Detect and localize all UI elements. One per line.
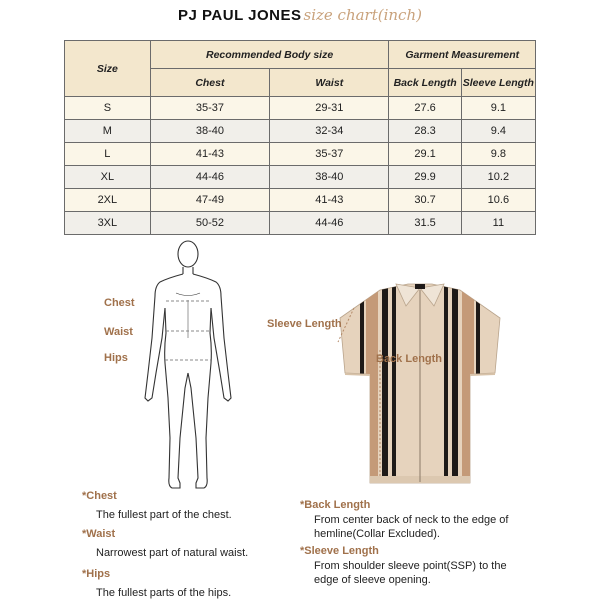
back-length-cell: 29.1 [389,143,461,166]
sleeve-length-cell: 9.4 [461,120,535,143]
chest-cell: 41-43 [150,143,269,166]
legend-waist [82,528,305,560]
asterisk-icon: * [300,499,305,511]
table-row [65,212,536,235]
table-row [65,166,536,189]
waist-cell: 38-40 [270,166,389,189]
table-row [65,189,536,212]
table-row [65,143,536,166]
size-cell: XL [65,166,151,189]
waist-cell: 44-46 [270,212,389,235]
size-cell: S [65,97,151,120]
legend-chest-head: Chest [86,490,117,502]
brand-name: PJ PAUL JONES [178,7,302,24]
size-chart-table [64,40,536,235]
back-length-cell: 27.6 [389,97,461,120]
back-length-cell: 29.9 [389,166,461,189]
hips-figure-label: Hips [104,352,128,364]
size-chart-subtitle: size chart(inch) [303,6,422,24]
legend-chest [82,490,305,522]
sleeve-length-column-header: Sleeve Length [461,69,535,97]
waist-cell: 32-34 [270,120,389,143]
chest-cell: 35-37 [150,97,269,120]
size-cell: 2XL [65,189,151,212]
legend-waist-head: Waist [86,528,116,540]
page-title [0,6,600,32]
sleeve-length-cell: 10.6 [461,189,535,212]
asterisk-icon: * [82,568,87,580]
table-row [65,97,536,120]
legend-hips-desc: The fullest parts of the hips. [96,587,232,599]
size-cell: M [65,120,151,143]
back-length-figure-label: Back Length [376,353,443,365]
waist-cell: 35-37 [270,143,389,166]
chest-figure-label: Chest [104,297,135,309]
legend-chest-desc: The fullest part of the chest. [96,509,232,521]
legend-sleeve-length [300,545,530,587]
body-size-group-header: Recommended Body size [150,41,389,69]
asterisk-icon: * [300,545,305,557]
waist-column-header: Waist [270,69,389,97]
waist-cell: 41-43 [270,189,389,212]
legend-hips [82,568,302,600]
legend-back-length-head: Back Length [304,499,371,511]
table-row [65,120,536,143]
back-length-cell: 30.7 [389,189,461,212]
legend-hips-head: Hips [86,568,111,580]
sleeve-length-figure-label: Sleeve Length [267,318,342,330]
waist-figure-label: Waist [104,326,133,338]
polo-shirt-figure [320,278,520,488]
chest-cell: 44-46 [150,166,269,189]
legend-back-length [300,499,530,541]
sleeve-length-cell: 10.2 [461,166,535,189]
size-cell: 3XL [65,212,151,235]
sleeve-length-cell: 9.1 [461,97,535,120]
back-length-column-header: Back Length [389,69,461,97]
asterisk-icon: * [82,490,87,502]
back-length-cell: 31.5 [389,212,461,235]
garment-group-header: Garment Measurement [389,41,536,69]
asterisk-icon: * [82,528,87,540]
chest-cell: 47-49 [150,189,269,212]
size-cell: L [65,143,151,166]
back-length-cell: 28.3 [389,120,461,143]
body-outline-figure [128,238,248,498]
legend-sleeve-length-head: Sleeve Length [304,545,379,557]
sleeve-length-cell: 9.8 [461,143,535,166]
waist-cell: 29-31 [270,97,389,120]
chest-column-header: Chest [150,69,269,97]
legend-waist-desc: Narrowest part of natural waist. [96,547,249,559]
size-column-header: Size [65,41,151,97]
chest-cell: 38-40 [150,120,269,143]
legend-sleeve-length-desc: From shoulder sleeve point(SSP) to the edge of sleeve opening. [314,560,507,586]
chest-cell: 50-52 [150,212,269,235]
sleeve-length-cell: 11 [461,212,535,235]
legend-back-length-desc: From center back of neck to the edge of hemline(Collar Excluded). [314,514,509,540]
